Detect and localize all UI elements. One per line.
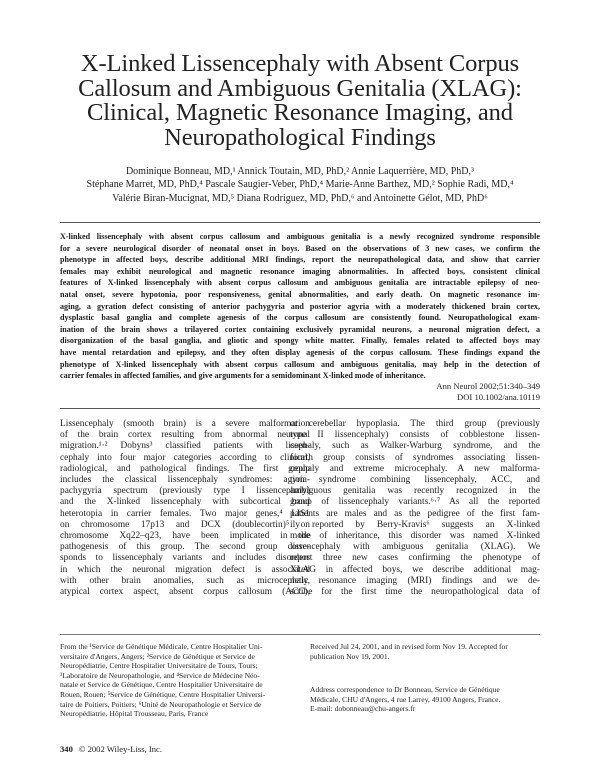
body-line: sponds to lissencephaly variants and includes disorders <box>60 553 310 564</box>
affiliation-line: natale et Service de Génétique, Centre Hospitalier Universitaire de <box>60 680 263 690</box>
correspondence-address <box>310 685 540 714</box>
body-line: netic resonance imaging (MRI) findings and we de- <box>290 575 540 586</box>
body-line: tion syndrome combining lissencephaly, ACC, and <box>290 475 540 486</box>
received-dates <box>310 642 540 661</box>
body-line: includes the classical lissencephaly syndromes: agyria- <box>60 475 310 486</box>
page-number: 340 <box>60 744 73 754</box>
title-line: X-Linked Lissencephaly with Absent Corpus <box>80 50 520 77</box>
body-line: XLAG in affected boys, we describe additional mag- <box>290 564 540 575</box>
body-line: radiological, and pathological findings. The first group <box>60 463 310 474</box>
body-line: and the X-linked lissencephaly with subcortical band <box>60 497 310 508</box>
journal-citation: Ann Neurol 2002;51:340–349 <box>436 381 540 391</box>
body-line: lissencephaly with ambiguous genitalia (XLAG). We <box>290 542 540 553</box>
correspondence-email[interactable]: E-mail: dobonneau@chu-angers.fr <box>310 704 416 714</box>
body-line: group of lissencephaly variants.⁶·⁷ As all the reported <box>290 497 540 508</box>
abstract-line: phenotype of X-linked lissencephaly with absent corpus callosum and ambiguous genitalia, may help in the detection of <box>60 359 540 369</box>
author-line: Dominique Bonneau, MD,¹ Annick Toutain, MD, PhD,² Annie Laquerrière, MD, PhD,³ <box>125 166 475 177</box>
abstract-line: have mental retardation and epilepsy, and they often display agenesis of the corpus callosum. These findings expand the <box>60 347 540 357</box>
abstract-line: features of X-linked lissencephaly with absent corpus callosum and ambiguous genitalia are intractable epilepsy of neo- <box>60 278 540 288</box>
body-line: report three new cases confirming the phenotype of <box>290 553 540 564</box>
abstract <box>60 231 540 382</box>
body-line: Lissencephaly (smooth brain) is a severe malformation <box>60 419 310 429</box>
affiliation-line: Rouen, Rouen; ⁵Service de Génétique, Centre Hospitalier Universi- <box>60 689 266 699</box>
affiliation-line: Neuropédiatrie, Hôpital Trousseau, Paris, France <box>60 709 209 719</box>
affiliation-line: Neuropédiatrie, Centre Hospitalier Universitaire de Tours, Tours; <box>60 661 258 671</box>
author-line: Stéphane Marret, MD, PhD,⁴ Pascale Saugier-Veber, PhD,⁴ Marie-Anne Barthez, MD,² Sophie Radi, MD,⁴ <box>86 179 514 191</box>
copyright: © 2002 Wiley-Liss, Inc. <box>78 744 163 754</box>
abstract-line: disorganization of the basal ganglia, and gliotic and spongy white matter. Finally, females related to affected boys may <box>60 336 540 346</box>
received-line: publication Nov 19, 2001. <box>310 651 390 661</box>
doi: DOI 10.1002/ana.10119 <box>457 392 540 402</box>
body-line: ambiguous genitalia was recently recognized in the <box>290 486 540 497</box>
body-column-left <box>60 419 310 598</box>
affiliation-line: taire de Poitiers, Poitiers; ⁶Unité de Neuropathologie et Service de <box>60 699 262 709</box>
title-line: Neuropathological Findings <box>164 123 436 151</box>
abstract-line: females may exhibit neurological and magnetic resonance imaging abnormalities. In affected boys, consistent clinical <box>60 266 540 276</box>
affiliation-line: From the ¹Service de Génétique Médicale, Centre Hospitalier Uni- <box>60 642 263 651</box>
affiliation-line: versitaire d'Angers, Angers; ²Service de Génétique et Service de <box>60 651 255 661</box>
body-line: pathogenesis of this group. The second group corre- <box>60 542 310 553</box>
abstract-line: X-linked lissencephaly with absent corpus callosum and ambiguous genitalia is a newly recognized syndrome responsible <box>60 232 540 241</box>
body-line: cephaly and extreme microcephaly. A new malforma- <box>290 463 540 474</box>
body-line: migration.¹·² Dobyns³ classified patients with lissen- <box>60 441 310 452</box>
article-title <box>40 52 560 150</box>
body-line: pachygyria spectrum (previously type I lissencephaly) <box>60 486 310 497</box>
correspondence-line: Médicale, CHU d'Angers, 4 rue Larrey, 49100 Angers, France. <box>310 694 501 704</box>
body-line: fourth group consists of syndromes associating lissen- <box>290 452 540 463</box>
body-line: ily reported by Berry-Kravis⁶ suggests an X-linked <box>290 519 540 530</box>
abstract-bottom-rule <box>60 408 540 409</box>
body-line: or cerebellar hypoplasia. The third group (previously <box>290 419 540 429</box>
body-line: scribe for the first time the neuropathological data of <box>290 587 540 598</box>
abstract-line: for a severe neurological disorder of neonatal onset in boys. Based on the observations of 3 new cases, we confirm the <box>60 243 540 253</box>
body-line: atypical cortex aspect, absent corpus callosum (ACC), <box>60 587 310 598</box>
body-line: mode of inheritance, this disorder was named X-linked <box>290 531 540 542</box>
body-line: chromosome Xq22–q23, have been implicated in the <box>60 531 310 542</box>
abstract-line: ination of the brain shows a trilayered cortex containing exclusively pyramidal neurons, a neuronal migration defect, a <box>60 324 540 334</box>
author-line: Valérie Biran-Mucignat, MD,⁵ Diana Rodriguez, MD, PhD,⁶ and Antoinette Gélot, MD, PhD⁶ <box>112 192 488 204</box>
body-line: cephaly, such as Walker-Warburg syndrome, and the <box>290 441 540 452</box>
body-line: in which the neuronal migration defect is associated <box>60 564 310 575</box>
abstract-line: natal onset, severe hypotonia, poor responsiveness, genital abnormalities, and early death. On magnetic resonance im- <box>60 289 540 299</box>
received-line: Received Jul 24, 2001, and in revised form Nov 19. Accepted for <box>310 642 508 651</box>
footnote-rule <box>60 634 540 635</box>
author-list <box>30 165 570 205</box>
affiliation-line: ³Laboratoire de Neuropathologie, and ⁴Service de Médecine Néo- <box>60 670 260 680</box>
body-line: of the brain cortex resulting from abnormal neuronal <box>60 430 310 441</box>
abstract-line: dysplastic basal ganglia and complete agenesis of the corpus callosum are consistently found. Neuropathological exam- <box>60 313 540 323</box>
body-column-right <box>290 419 540 598</box>
abstract-top-rule <box>60 222 540 223</box>
title-line: Callosum and Ambiguous Genitalia (XLAG): <box>78 74 522 102</box>
abstract-line: phenotype in affected boys, describe additional MRI findings, report the neuropathological data, and show that carrier <box>60 255 540 265</box>
abstract-line: aging, a gyration defect consisting of anterior pachygyria and posterior agyria with a moderately thickened brain cortex, <box>60 301 540 311</box>
body-line: with other brain anomalies, such as microcephaly, <box>60 575 310 586</box>
body-line: on chromosome 17p13 and DCX (doublecortin)⁵ on <box>60 519 310 530</box>
body-line: type II lissencephaly) consists of cobblestone lissen- <box>290 430 540 441</box>
body-line: patients are males and as the pedigree of the first fam- <box>290 508 540 519</box>
abstract-line: carrier females in affected families, and give arguments for a semidominant X-linked mode of inheritance. <box>60 371 426 381</box>
correspondence-line: Address correspondence to Dr Bonneau, Service de Génétique <box>310 685 500 694</box>
body-line: cephaly into four major categories according to clinical, <box>60 452 310 463</box>
affiliations <box>60 642 296 719</box>
body-line: heterotopia in carrier females. Two major genes,⁴ LIS1 <box>60 508 310 519</box>
page-footer <box>60 744 162 754</box>
title-line: Clinical, Magnetic Resonance Imaging, and <box>87 99 513 126</box>
